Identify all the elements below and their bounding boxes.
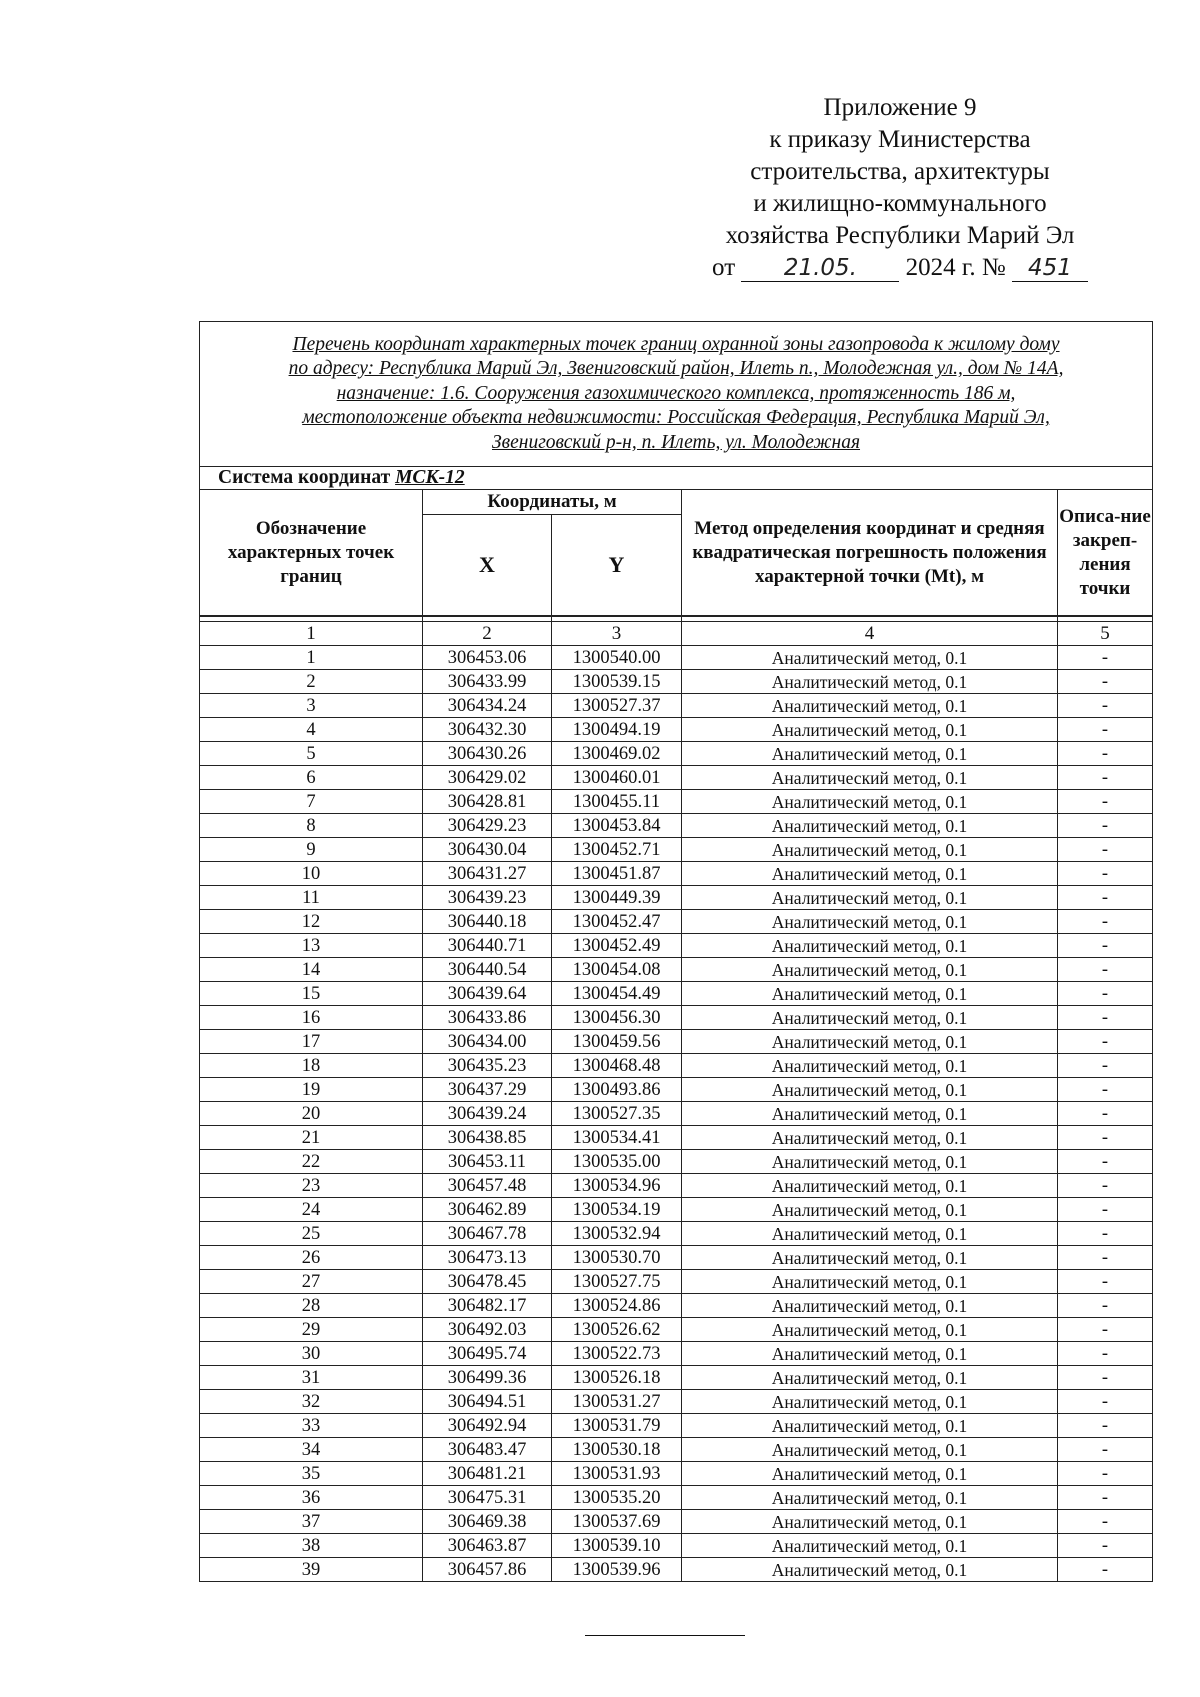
y-coordinate: 1300452.47 (552, 910, 682, 934)
header-y: Y (552, 515, 682, 617)
x-coordinate: 306440.54 (423, 958, 552, 982)
method-cell: Аналитический метод, 0.1 (682, 1126, 1058, 1150)
point-number: 10 (200, 862, 423, 886)
method-cell: Аналитический метод, 0.1 (682, 1558, 1058, 1582)
x-coordinate: 306431.27 (423, 862, 552, 886)
table-row (200, 742, 1153, 766)
y-coordinate: 1300539.15 (552, 670, 682, 694)
x-coordinate: 306428.81 (423, 790, 552, 814)
x-coordinate: 306440.18 (423, 910, 552, 934)
y-coordinate: 1300468.48 (552, 1054, 682, 1078)
method-cell: Аналитический метод, 0.1 (682, 1030, 1058, 1054)
method-cell: Аналитический метод, 0.1 (682, 958, 1058, 982)
x-coordinate: 306438.85 (423, 1126, 552, 1150)
x-coordinate: 306467.78 (423, 1222, 552, 1246)
table-row (200, 1174, 1153, 1198)
table-row (200, 1150, 1153, 1174)
table-row (200, 1318, 1153, 1342)
table-row (200, 694, 1153, 718)
method-cell: Аналитический метод, 0.1 (682, 814, 1058, 838)
x-coordinate: 306457.48 (423, 1174, 552, 1198)
point-number: 27 (200, 1270, 423, 1294)
x-coordinate: 306483.47 (423, 1438, 552, 1462)
description-cell: - (1058, 1510, 1153, 1534)
table-caption (200, 322, 1153, 467)
table-row (200, 1558, 1153, 1582)
y-coordinate: 1300530.70 (552, 1246, 682, 1270)
x-coordinate: 306440.71 (423, 934, 552, 958)
point-number: 20 (200, 1102, 423, 1126)
description-cell: - (1058, 1126, 1153, 1150)
method-cell: Аналитический метод, 0.1 (682, 1294, 1058, 1318)
point-number: 15 (200, 982, 423, 1006)
point-number: 37 (200, 1510, 423, 1534)
table-row (200, 862, 1153, 886)
description-cell: - (1058, 694, 1153, 718)
appendix-title: Приложение 9 (823, 94, 977, 121)
point-number: 25 (200, 1222, 423, 1246)
y-coordinate: 1300460.01 (552, 766, 682, 790)
point-number: 7 (200, 790, 423, 814)
method-cell: Аналитический метод, 0.1 (682, 910, 1058, 934)
description-cell: - (1058, 790, 1153, 814)
header-line: и жилищно-коммунального (753, 190, 1047, 217)
description-cell: - (1058, 1222, 1153, 1246)
point-number: 30 (200, 1342, 423, 1366)
description-cell: - (1058, 742, 1153, 766)
description-cell: - (1058, 1534, 1153, 1558)
x-coordinate: 306453.06 (423, 646, 552, 670)
point-number: 9 (200, 838, 423, 862)
header-method: Метод определения координат и средняя квадратическая погрешность положения характерной точки (Mt), м (682, 490, 1058, 617)
method-cell: Аналитический метод, 0.1 (682, 1486, 1058, 1510)
x-coordinate: 306439.64 (423, 982, 552, 1006)
point-number: 39 (200, 1558, 423, 1582)
table-row (200, 1366, 1153, 1390)
table-row (200, 958, 1153, 982)
point-number: 4 (200, 718, 423, 742)
header-designation: Обозначение характерных точек границ (200, 490, 423, 617)
method-cell: Аналитический метод, 0.1 (682, 838, 1058, 862)
coordinate-system-row (200, 467, 1153, 490)
method-cell: Аналитический метод, 0.1 (682, 766, 1058, 790)
table-row (200, 838, 1153, 862)
table-row (200, 646, 1153, 670)
y-coordinate: 1300456.30 (552, 1006, 682, 1030)
x-coordinate: 306429.23 (423, 814, 552, 838)
x-coordinate: 306434.00 (423, 1030, 552, 1054)
caption-line: назначение: 1.6. Сооружения газохимического комплекса, протяженность 186 м, (336, 382, 1016, 404)
description-cell: - (1058, 910, 1153, 934)
y-coordinate: 1300452.71 (552, 838, 682, 862)
point-number: 2 (200, 670, 423, 694)
table-row (200, 886, 1153, 910)
x-coordinate: 306439.24 (423, 1102, 552, 1126)
method-cell: Аналитический метод, 0.1 (682, 1198, 1058, 1222)
y-coordinate: 1300524.86 (552, 1294, 682, 1318)
point-number: 26 (200, 1246, 423, 1270)
x-coordinate: 306481.21 (423, 1462, 552, 1486)
y-coordinate: 1300531.27 (552, 1390, 682, 1414)
y-coordinate: 1300527.75 (552, 1270, 682, 1294)
x-coordinate: 306495.74 (423, 1342, 552, 1366)
table-row (200, 1390, 1153, 1414)
table-row (200, 1462, 1153, 1486)
table-row (200, 1054, 1153, 1078)
method-cell: Аналитический метод, 0.1 (682, 982, 1058, 1006)
table-row (200, 1006, 1153, 1030)
y-coordinate: 1300452.49 (552, 934, 682, 958)
point-number: 22 (200, 1150, 423, 1174)
column-number: 2 (423, 622, 552, 646)
method-cell: Аналитический метод, 0.1 (682, 742, 1058, 766)
table-row (200, 1030, 1153, 1054)
point-number: 13 (200, 934, 423, 958)
description-cell: - (1058, 1102, 1153, 1126)
column-number: 5 (1058, 622, 1153, 646)
x-coordinate: 306482.17 (423, 1294, 552, 1318)
method-cell: Аналитический метод, 0.1 (682, 1222, 1058, 1246)
x-coordinate: 306430.04 (423, 838, 552, 862)
description-cell: - (1058, 1390, 1153, 1414)
x-coordinate: 306437.29 (423, 1078, 552, 1102)
coordinates-table (199, 321, 1153, 1582)
x-coordinate: 306453.11 (423, 1150, 552, 1174)
coordinate-system-value: МСК-12 (395, 467, 465, 488)
y-coordinate: 1300494.19 (552, 718, 682, 742)
method-cell: Аналитический метод, 0.1 (682, 1366, 1058, 1390)
point-number: 21 (200, 1126, 423, 1150)
method-cell: Аналитический метод, 0.1 (682, 934, 1058, 958)
description-cell: - (1058, 1558, 1153, 1582)
point-number: 5 (200, 742, 423, 766)
point-number: 16 (200, 1006, 423, 1030)
table-row (200, 766, 1153, 790)
description-cell: - (1058, 958, 1153, 982)
method-cell: Аналитический метод, 0.1 (682, 1078, 1058, 1102)
description-cell: - (1058, 1366, 1153, 1390)
point-number: 3 (200, 694, 423, 718)
y-coordinate: 1300453.84 (552, 814, 682, 838)
method-cell: Аналитический метод, 0.1 (682, 886, 1058, 910)
method-cell: Аналитический метод, 0.1 (682, 694, 1058, 718)
caption-line: местоположение объекта недвижимости: Российская Федерация, Республика Марий Эл, (302, 407, 1050, 429)
date-suffix: 2024 г. № (905, 254, 1006, 281)
method-cell: Аналитический метод, 0.1 (682, 1150, 1058, 1174)
x-coordinate: 306429.02 (423, 766, 552, 790)
x-coordinate: 306432.30 (423, 718, 552, 742)
table-row (200, 790, 1153, 814)
point-number: 19 (200, 1078, 423, 1102)
point-number: 38 (200, 1534, 423, 1558)
y-coordinate: 1300535.00 (552, 1150, 682, 1174)
table-row (200, 1198, 1153, 1222)
bottom-divider (585, 1635, 745, 1636)
description-cell: - (1058, 670, 1153, 694)
y-coordinate: 1300454.08 (552, 958, 682, 982)
order-date-line (680, 252, 1120, 284)
header-x: X (423, 515, 552, 617)
x-coordinate: 306434.24 (423, 694, 552, 718)
description-cell: - (1058, 886, 1153, 910)
method-cell: Аналитический метод, 0.1 (682, 1534, 1058, 1558)
description-cell: - (1058, 1294, 1153, 1318)
method-cell: Аналитический метод, 0.1 (682, 1006, 1058, 1030)
x-coordinate: 306492.94 (423, 1414, 552, 1438)
method-cell: Аналитический метод, 0.1 (682, 1438, 1058, 1462)
description-cell: - (1058, 1342, 1153, 1366)
x-coordinate: 306469.38 (423, 1510, 552, 1534)
x-coordinate: 306433.86 (423, 1006, 552, 1030)
description-cell: - (1058, 1318, 1153, 1342)
y-coordinate: 1300454.49 (552, 982, 682, 1006)
y-coordinate: 1300534.96 (552, 1174, 682, 1198)
handwritten-date: 21.05. (741, 255, 899, 282)
description-cell: - (1058, 1270, 1153, 1294)
handwritten-order-number: 451 (1012, 255, 1088, 282)
table-row (200, 814, 1153, 838)
table-row (200, 1294, 1153, 1318)
point-number: 32 (200, 1390, 423, 1414)
method-cell: Аналитический метод, 0.1 (682, 1510, 1058, 1534)
y-coordinate: 1300526.62 (552, 1318, 682, 1342)
x-coordinate: 306478.45 (423, 1270, 552, 1294)
table-row (200, 1510, 1153, 1534)
x-coordinate: 306494.51 (423, 1390, 552, 1414)
method-cell: Аналитический метод, 0.1 (682, 718, 1058, 742)
table-row (200, 1342, 1153, 1366)
method-cell: Аналитический метод, 0.1 (682, 1318, 1058, 1342)
x-coordinate: 306492.03 (423, 1318, 552, 1342)
y-coordinate: 1300531.79 (552, 1414, 682, 1438)
x-coordinate: 306435.23 (423, 1054, 552, 1078)
table-row (200, 1270, 1153, 1294)
point-number: 14 (200, 958, 423, 982)
method-cell: Аналитический метод, 0.1 (682, 1102, 1058, 1126)
table-row (200, 1078, 1153, 1102)
point-number: 8 (200, 814, 423, 838)
table-row (200, 982, 1153, 1006)
header-coordinates: Координаты, м (423, 490, 682, 515)
column-numbers-row (200, 622, 1153, 646)
description-cell: - (1058, 1006, 1153, 1030)
x-coordinate: 306499.36 (423, 1366, 552, 1390)
table-row (200, 1102, 1153, 1126)
point-number: 36 (200, 1486, 423, 1510)
description-cell: - (1058, 862, 1153, 886)
description-cell: - (1058, 934, 1153, 958)
y-coordinate: 1300540.00 (552, 646, 682, 670)
description-cell: - (1058, 718, 1153, 742)
table-row (200, 670, 1153, 694)
caption-line: Звениговский р-н, п. Илеть, ул. Молодежная (492, 431, 861, 453)
x-coordinate: 306463.87 (423, 1534, 552, 1558)
table-row (200, 1126, 1153, 1150)
coordinate-system-label: Система координат (218, 467, 391, 488)
table-row (200, 1438, 1153, 1462)
point-number: 31 (200, 1366, 423, 1390)
y-coordinate: 1300469.02 (552, 742, 682, 766)
method-cell: Аналитический метод, 0.1 (682, 1174, 1058, 1198)
description-cell: - (1058, 1150, 1153, 1174)
table-row (200, 1222, 1153, 1246)
x-coordinate: 306475.31 (423, 1486, 552, 1510)
header-description: Описа-ние закреп-ления точки (1058, 490, 1153, 617)
point-number: 24 (200, 1198, 423, 1222)
caption-line: Перечень координат характерных точек границ охранной зоны газопровода к жилому дому (292, 333, 1060, 355)
point-number: 23 (200, 1174, 423, 1198)
method-cell: Аналитический метод, 0.1 (682, 670, 1058, 694)
y-coordinate: 1300527.37 (552, 694, 682, 718)
method-cell: Аналитический метод, 0.1 (682, 790, 1058, 814)
y-coordinate: 1300537.69 (552, 1510, 682, 1534)
point-number: 28 (200, 1294, 423, 1318)
description-cell: - (1058, 1486, 1153, 1510)
table-row (200, 910, 1153, 934)
header-line: к приказу Министерства (769, 126, 1031, 153)
point-number: 12 (200, 910, 423, 934)
y-coordinate: 1300532.94 (552, 1222, 682, 1246)
point-number: 1 (200, 646, 423, 670)
description-cell: - (1058, 766, 1153, 790)
point-number: 18 (200, 1054, 423, 1078)
y-coordinate: 1300459.56 (552, 1030, 682, 1054)
point-number: 35 (200, 1462, 423, 1486)
y-coordinate: 1300539.10 (552, 1534, 682, 1558)
point-number: 17 (200, 1030, 423, 1054)
x-coordinate: 306433.99 (423, 670, 552, 694)
method-cell: Аналитический метод, 0.1 (682, 1342, 1058, 1366)
description-cell: - (1058, 1462, 1153, 1486)
method-cell: Аналитический метод, 0.1 (682, 1462, 1058, 1486)
description-cell: - (1058, 1030, 1153, 1054)
y-coordinate: 1300449.39 (552, 886, 682, 910)
table-row (200, 718, 1153, 742)
method-cell: Аналитический метод, 0.1 (682, 1054, 1058, 1078)
y-coordinate: 1300493.86 (552, 1078, 682, 1102)
y-coordinate: 1300534.41 (552, 1126, 682, 1150)
method-cell: Аналитический метод, 0.1 (682, 1270, 1058, 1294)
y-coordinate: 1300534.19 (552, 1198, 682, 1222)
y-coordinate: 1300527.35 (552, 1102, 682, 1126)
date-prefix: от (712, 254, 736, 281)
table-row (200, 1486, 1153, 1510)
header-line: строительства, архитектуры (750, 158, 1050, 185)
description-cell: - (1058, 982, 1153, 1006)
description-cell: - (1058, 1198, 1153, 1222)
description-cell: - (1058, 1174, 1153, 1198)
point-number: 29 (200, 1318, 423, 1342)
point-number: 33 (200, 1414, 423, 1438)
caption-line: по адресу: Республика Марий Эл, Звениговский район, Илеть п., Молодежная ул., дом № 14А, (288, 358, 1064, 380)
y-coordinate: 1300530.18 (552, 1438, 682, 1462)
column-number: 3 (552, 622, 682, 646)
x-coordinate: 306457.86 (423, 1558, 552, 1582)
table-row (200, 1246, 1153, 1270)
y-coordinate: 1300522.73 (552, 1342, 682, 1366)
y-coordinate: 1300535.20 (552, 1486, 682, 1510)
table-row (200, 1414, 1153, 1438)
description-cell: - (1058, 1414, 1153, 1438)
point-number: 34 (200, 1438, 423, 1462)
point-number: 6 (200, 766, 423, 790)
table-row (200, 934, 1153, 958)
y-coordinate: 1300539.96 (552, 1558, 682, 1582)
x-coordinate: 306473.13 (423, 1246, 552, 1270)
description-cell: - (1058, 1078, 1153, 1102)
description-cell: - (1058, 1438, 1153, 1462)
document-header (680, 92, 1120, 284)
description-cell: - (1058, 814, 1153, 838)
x-coordinate: 306462.89 (423, 1198, 552, 1222)
y-coordinate: 1300526.18 (552, 1366, 682, 1390)
y-coordinate: 1300451.87 (552, 862, 682, 886)
description-cell: - (1058, 1246, 1153, 1270)
x-coordinate: 306439.23 (423, 886, 552, 910)
method-cell: Аналитический метод, 0.1 (682, 1390, 1058, 1414)
column-number: 4 (682, 622, 1058, 646)
description-cell: - (1058, 646, 1153, 670)
description-cell: - (1058, 838, 1153, 862)
method-cell: Аналитический метод, 0.1 (682, 646, 1058, 670)
header-line: хозяйства Республики Марий Эл (725, 222, 1075, 249)
x-coordinate: 306430.26 (423, 742, 552, 766)
column-number: 1 (200, 622, 423, 646)
method-cell: Аналитический метод, 0.1 (682, 1246, 1058, 1270)
y-coordinate: 1300531.93 (552, 1462, 682, 1486)
table-row (200, 1534, 1153, 1558)
method-cell: Аналитический метод, 0.1 (682, 1414, 1058, 1438)
point-number: 11 (200, 886, 423, 910)
description-cell: - (1058, 1054, 1153, 1078)
method-cell: Аналитический метод, 0.1 (682, 862, 1058, 886)
y-coordinate: 1300455.11 (552, 790, 682, 814)
